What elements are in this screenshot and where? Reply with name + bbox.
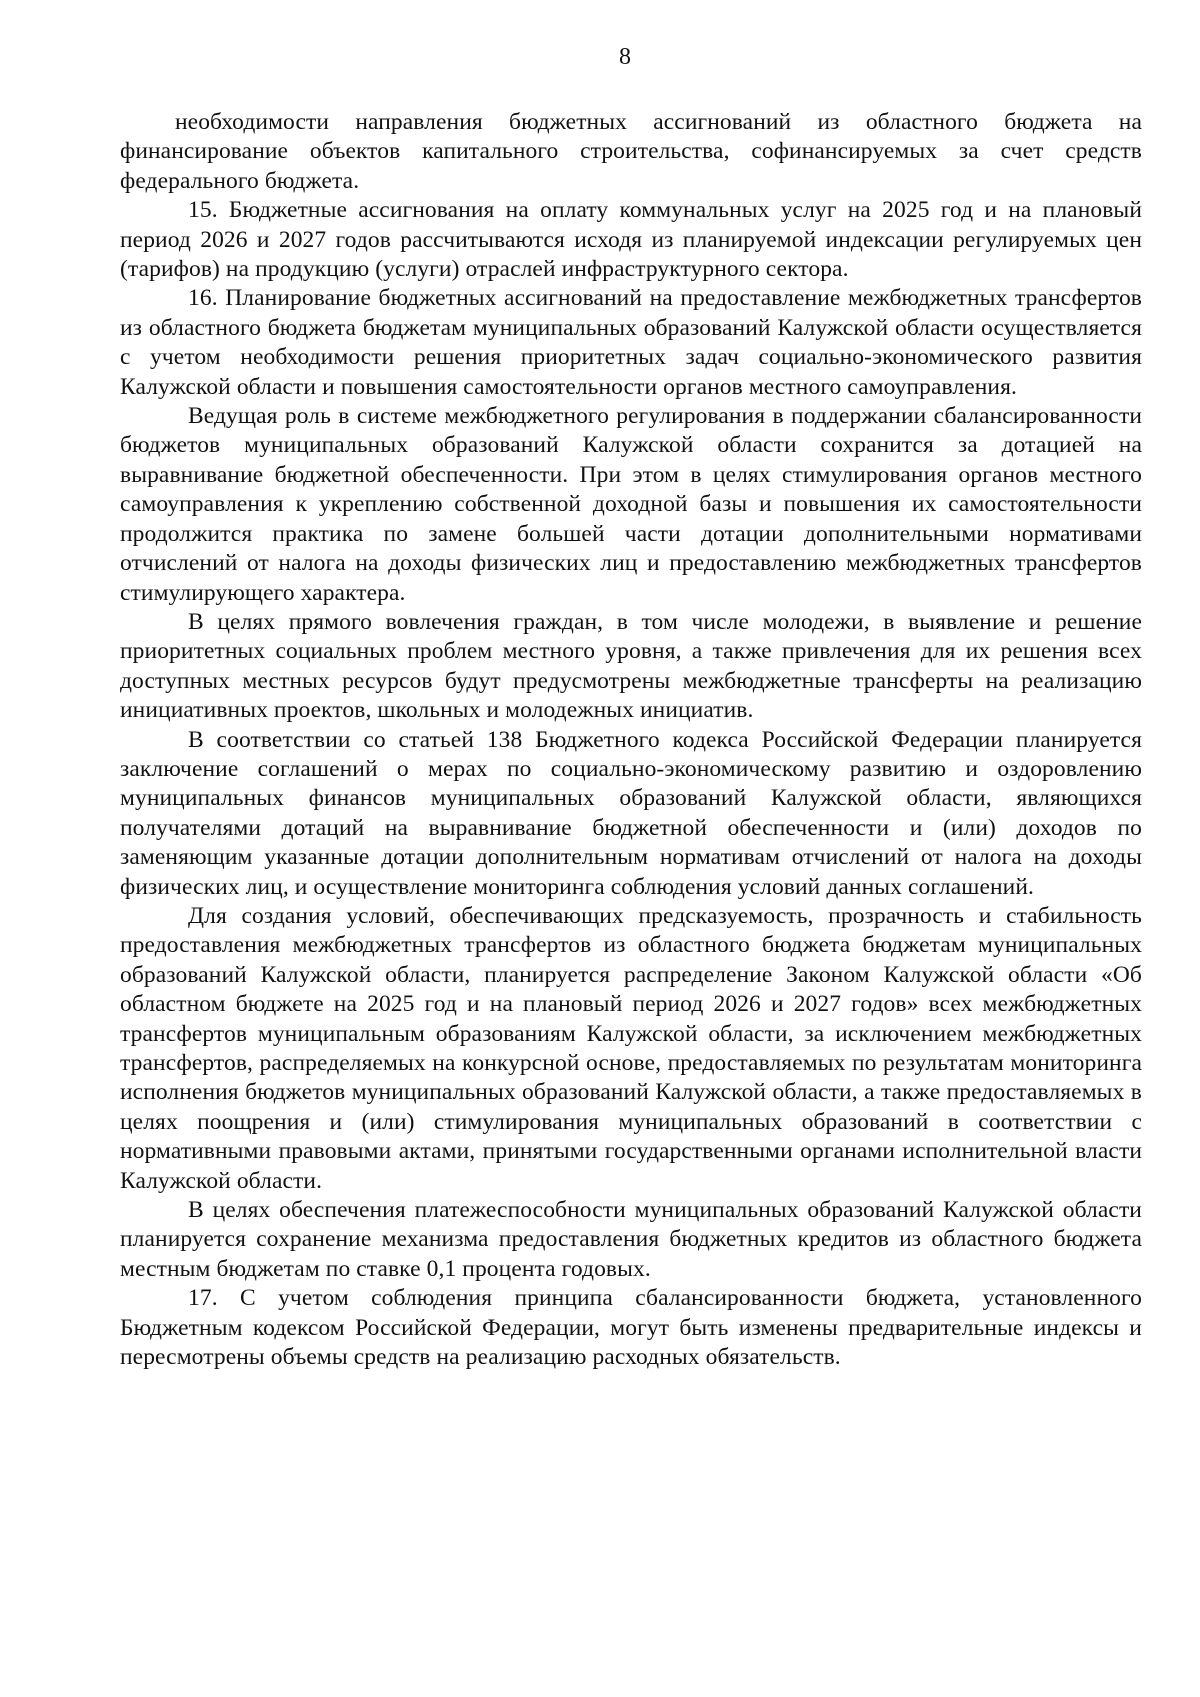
document-body — [120, 108, 1142, 1372]
paragraph-transfer-distribution: Для создания условий, обеспечивающих предсказуемость, прозрачность и стабильность предоставления межбюджетных трансфертов из областного бюджета бюджетам муниципальных образований Калужской области, планируется распределение Законом Калужской области «Об областном бюджете на 2025 год и на плановый период 2026 и 2027 годов» всех межбюджетных трансфертов муниципальным образованиям Калужской области, за исключением межбюджетных трансфертов, распределяемых на конкурсной основе, предоставляемых по результатам мониторинга исполнения бюджетов муниципальных образований Калужской области, а также предоставляемых в целях поощрения и (или) стимулирования муниципальных образований в соответствии с нормативными правовыми актами, принятыми государственными органами исполнительной власти Калужской области. — [120, 902, 1142, 1194]
paragraph-citizen-involvement: В целях прямого вовлечения граждан, в том числе молодежи, в выявление и решение приоритетных социальных проблем местного уровня, а также привлечения для их решения всех доступных местных ресурсов будут предусмотрены межбюджетные трансферты на реализацию инициативных проектов, школьных и молодежных инициатив. — [120, 608, 1142, 724]
page-number: 8 — [619, 44, 631, 70]
paragraph-article-138: В соответствии со статьей 138 Бюджетного кодекса Российской Федерации планируется заключение соглашений о мерах по социально-экономическому развитию и оздоровлению муниципальных финансов муниципальных образований Калужской области, являющихся получателями дотаций на выравнивание бюджетной обеспеченности и (или) доходов по заменяющим указанные дотации дополнительным нормативам отчислений от налога на доходы физических лиц, и осуществление мониторинга соблюдения условий данных соглашений. — [120, 726, 1142, 900]
paragraph-leading-role: Ведущая роль в системе межбюджетного регулирования в поддержании сбалансированности бюджетов муниципальных образований Калужской области сохранится за дотацией на выравнивание бюджетной обеспеченности. При этом в целях стимулирования органов местного самоуправления к укреплению собственной доходной базы и повышения их самостоятельности продолжится практика по замене большей части дотации дополнительными нормативами отчислений от налога на доходы физических лиц и предоставлению межбюджетных трансфертов стимулирующего характера. — [120, 403, 1142, 606]
paragraph-continuation: необходимости направления бюджетных ассигнований из областного бюджета на финансирование объектов капитального строительства, софинансируемых за счет средств федерального бюджета. — [120, 109, 1142, 194]
paragraph-item-17: 17. С учетом соблюдения принципа сбалансированности бюджета, установленного Бюджетным кодексом Российской Федерации, могут быть изменены предварительные индексы и пересмотрены объемы средств на реализацию расходных обязательств. — [120, 1285, 1142, 1371]
paragraph-budget-credits: В целях обеспечения платежеспособности муниципальных образований Калужской области планируется сохранение механизма предоставления бюджетных кредитов из областного бюджета местным бюджетам по ставке 0,1 процента годовых. — [120, 1197, 1142, 1282]
paragraph-item-15: 15. Бюджетные ассигнования на оплату коммунальных услуг на 2025 год и на плановый период 2026 и 2027 годов рассчитываются исходя из планируемой индексации регулируемых цен (тарифов) на продукцию (услуги) отраслей инфраструктурного сектора. — [120, 197, 1142, 283]
paragraph-item-16: 16. Планирование бюджетных ассигнований на предоставление межбюджетных трансфертов из областного бюджета бюджетам муниципальных образований Калужской области осуществляется с учетом необходимости решения приоритетных задач социально-экономического развития Калужской области и повышения самостоятельности органов местного самоуправления. — [120, 285, 1142, 400]
